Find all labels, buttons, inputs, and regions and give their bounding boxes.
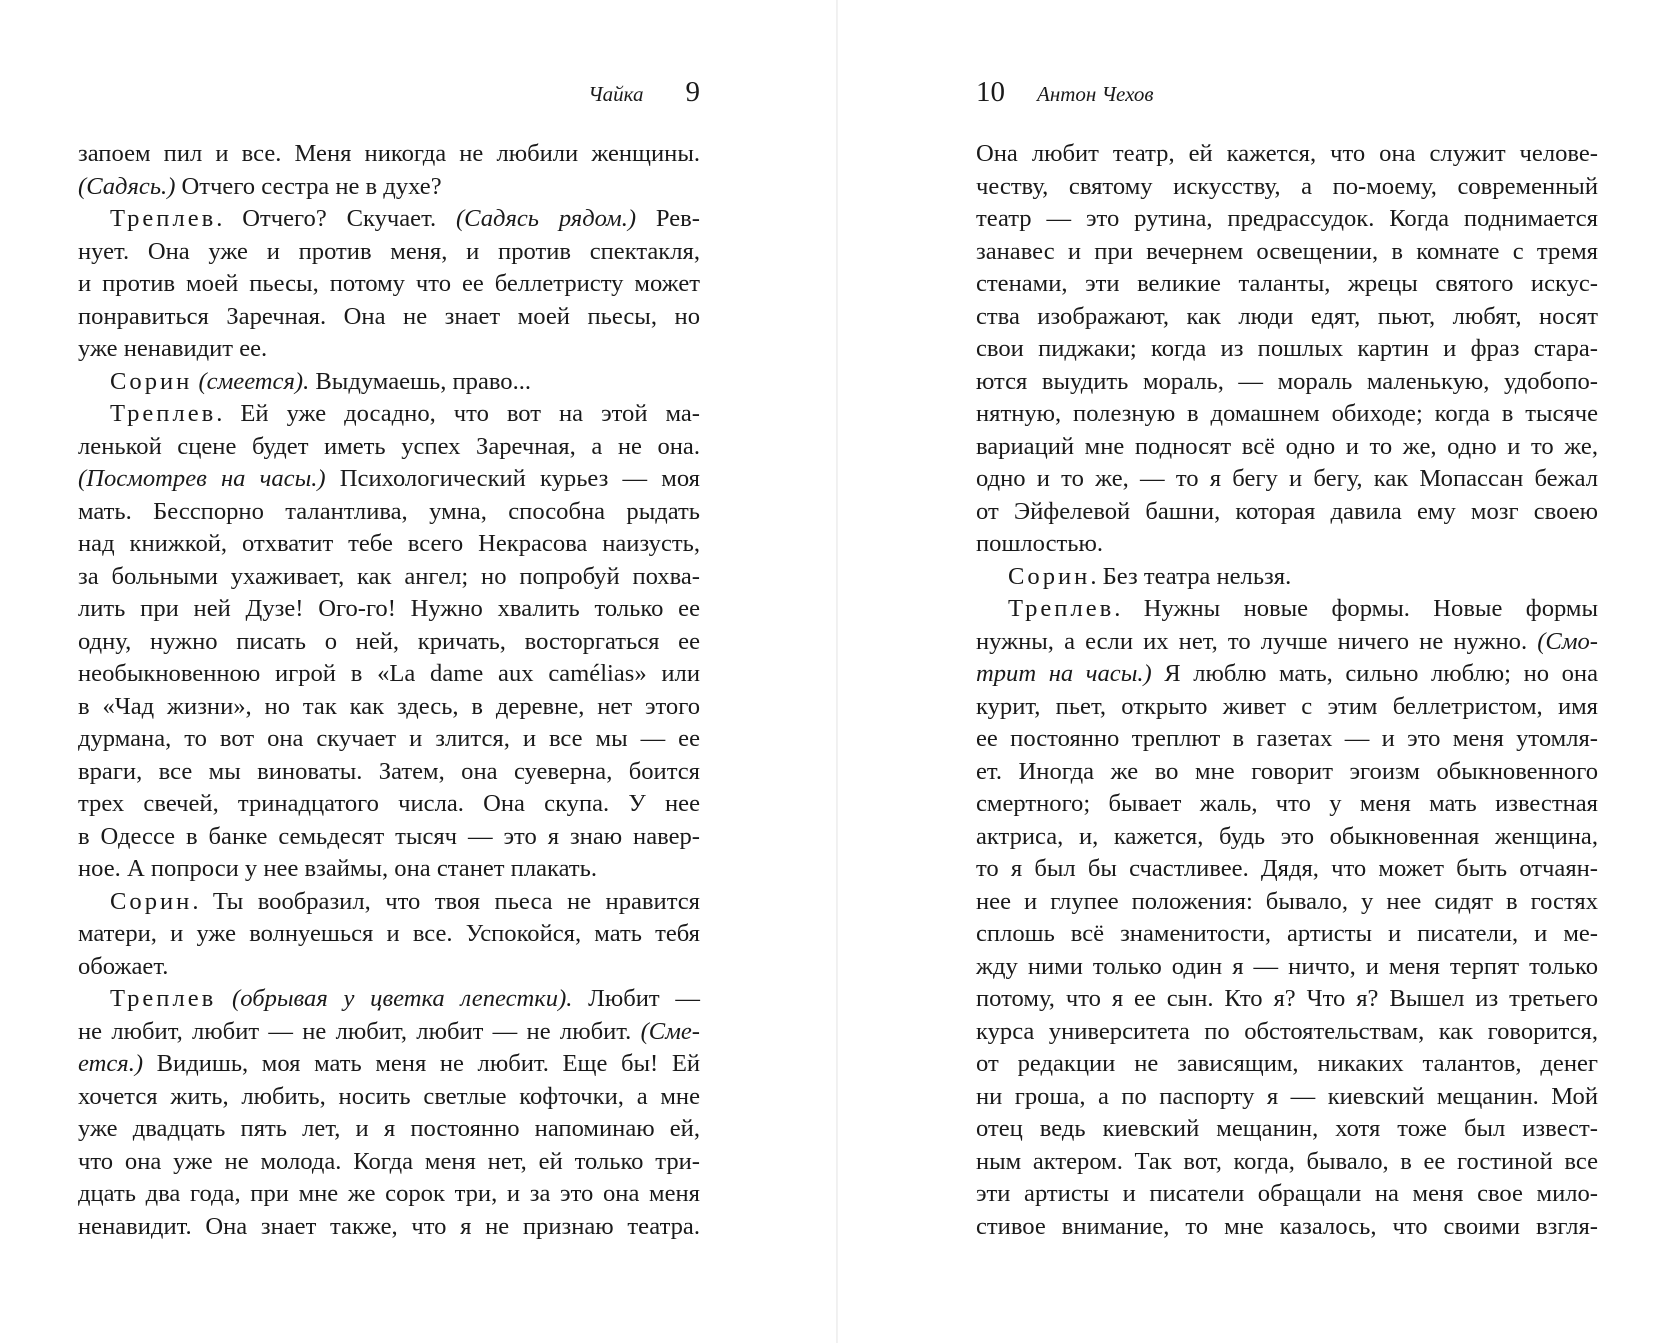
text-run: одну, нужно писать о ней, кричать, восторгаться ее bbox=[78, 627, 700, 655]
text-line bbox=[78, 593, 700, 626]
text-run: ются выудить мораль, — мораль маленькую, удобопо- bbox=[976, 367, 1598, 395]
text-run: уже ненавидит ее. bbox=[78, 335, 268, 362]
stage-direction: (обрывая у цветка лепестки). bbox=[232, 985, 573, 1012]
text-run: то я был бы счастливее. Дядя, что может быть отчаян- bbox=[976, 855, 1598, 882]
stage-direction: трит на часы.) bbox=[976, 660, 1152, 687]
text-line bbox=[976, 1178, 1598, 1211]
text-run: мать. Бесспорно талантлива, умна, способна рыдать bbox=[78, 497, 700, 525]
text-run: необыкновенною игрой в «La dame aux camélias» или bbox=[78, 660, 700, 687]
text-run: сплошь всё знаменитости, артисты и писатели, и ме- bbox=[976, 920, 1598, 947]
text-run: честву, святому искусству, а по-моему, современный bbox=[976, 172, 1598, 200]
text-run: лить при ней Дузе! Ого-го! Нужно хвалить только ее bbox=[78, 595, 700, 622]
text-run: нятную, полезную в домашнем обиходе; когда в тысяче bbox=[976, 400, 1598, 427]
text-run: ненавидит. Она знает также, что я не признаю театра. bbox=[78, 1212, 700, 1240]
text-run: дурмана, то вот она скучает и злится, и все мы — ее bbox=[78, 725, 700, 752]
text-run: матери, и уже волнуешься и все. Успокойся, мать тебя bbox=[78, 920, 700, 947]
right-running-title: Антон Чехов bbox=[1037, 82, 1154, 106]
text-run: Рев- bbox=[636, 205, 700, 232]
text-line bbox=[78, 788, 700, 821]
text-run: нужны, а если их нет, то лучше ничего не нужно. bbox=[976, 627, 1538, 655]
text-line bbox=[976, 918, 1598, 951]
text-run: пошлостью. bbox=[976, 530, 1103, 557]
text-line bbox=[78, 821, 700, 854]
text-line bbox=[78, 333, 700, 366]
text-line bbox=[976, 723, 1598, 756]
text-line bbox=[976, 138, 1598, 171]
text-run: отец ведь киевский мещанин, хотя тоже был извест- bbox=[976, 1115, 1598, 1142]
text-run: занавес и при вечернем освещении, в комнате с тремя bbox=[976, 237, 1598, 265]
text-line bbox=[78, 1211, 700, 1244]
stage-direction: ется.) bbox=[78, 1050, 144, 1077]
text-run: жду ними только один я — ничто, и меня терпят только bbox=[976, 952, 1598, 980]
speaker-name: Треплев bbox=[1008, 595, 1115, 622]
text-line bbox=[976, 1081, 1598, 1114]
text-run: нует. Она уже и против меня, и против спектакля, bbox=[78, 237, 700, 265]
text-line bbox=[78, 561, 700, 594]
text-run: . Ты вообразил, что твоя пьеса не нравится bbox=[192, 887, 700, 915]
text-run: смертного; бывает жаль, что у меня мать известная bbox=[976, 790, 1598, 817]
text-line bbox=[976, 983, 1598, 1016]
text-run bbox=[216, 985, 232, 1012]
text-line bbox=[78, 398, 700, 431]
text-run: и против моей пьесы, потому что ее беллетристу может bbox=[78, 270, 700, 297]
stage-direction: (Садясь.) bbox=[78, 172, 176, 200]
text-run: ленькой сцене будет иметь успех Заречная, а не она. bbox=[78, 432, 700, 460]
text-line bbox=[976, 821, 1598, 854]
speaker-name: Треплев bbox=[110, 400, 217, 427]
stage-direction: (смеется). bbox=[198, 367, 310, 395]
text-line bbox=[976, 496, 1598, 529]
text-line bbox=[976, 301, 1598, 334]
text-line bbox=[78, 366, 700, 399]
text-run: . Нужны новые формы. Новые формы bbox=[1114, 595, 1598, 622]
text-run: вариаций мне подносят всё одно и то же, одно и то же, bbox=[976, 432, 1598, 460]
text-run: трех свечей, тринадцатого числа. Она скупа. У нее bbox=[78, 790, 700, 817]
text-run: от Эйфелевой башни, которая давила ему мозг своею bbox=[976, 497, 1598, 525]
text-run: в Одессе в банке семьдесят тысяч — это я знаю навер- bbox=[78, 822, 700, 850]
text-run: одно и то же, — то я бегу и бегу, как Мопассан бежал bbox=[976, 465, 1598, 492]
text-line bbox=[78, 301, 700, 334]
text-line bbox=[78, 918, 700, 951]
right-page-number: 10 bbox=[976, 76, 1005, 108]
text-run: стивое внимание, то мне казалось, что своими взгля- bbox=[976, 1212, 1598, 1240]
text-run: уже двадцать пять лет, и я постоянно напоминаю ей, bbox=[78, 1115, 700, 1142]
speaker-name: Сорин bbox=[110, 887, 193, 915]
left-page-number: 9 bbox=[685, 76, 700, 108]
text-line bbox=[78, 983, 700, 1016]
text-line bbox=[78, 1016, 700, 1049]
text-line bbox=[976, 1146, 1598, 1179]
text-run: хочется жить, любить, носить светлые кофточки, а мне bbox=[78, 1082, 700, 1110]
speaker-name: Треплев bbox=[110, 985, 217, 1012]
text-run: курит, пьет, открыто живет с этим беллетристом, имя bbox=[976, 692, 1598, 720]
text-run: что она уже не молода. Когда меня нет, ей только три- bbox=[78, 1147, 700, 1175]
text-run: над книжкой, отхватит тебе всего Некрасова наизусть, bbox=[78, 530, 700, 557]
text-line bbox=[976, 333, 1598, 366]
text-run: нее и глупее положения: бывало, у нее сидят в гостях bbox=[976, 887, 1598, 915]
text-run: . Отчего? Скучает. bbox=[216, 205, 456, 232]
text-line bbox=[976, 658, 1598, 691]
text-line bbox=[976, 788, 1598, 821]
text-line bbox=[78, 951, 700, 984]
text-run: враги, все мы виноваты. Затем, она суеверна, боится bbox=[78, 757, 700, 785]
text-line bbox=[78, 138, 700, 171]
text-line bbox=[976, 528, 1598, 561]
left-running-head bbox=[78, 76, 700, 116]
stage-direction: (Смо- bbox=[1537, 627, 1598, 655]
text-run: Видишь, моя мать меня не любит. Еще бы! Ей bbox=[143, 1050, 700, 1077]
text-run: ни гроша, а по паспорту я — киевский мещанин. Мой bbox=[976, 1082, 1598, 1110]
text-line bbox=[976, 1211, 1598, 1244]
text-line bbox=[78, 1178, 700, 1211]
text-run: ее постоянно треплют в газетах — и это меня утомля- bbox=[976, 725, 1598, 752]
text-run: Она любит театр, ей кажется, что она служит челове- bbox=[976, 140, 1598, 167]
text-run: в «Чад жизни», но так как здесь, в деревне, нет этого bbox=[78, 692, 700, 720]
text-run: . Ей уже досадно, что вот на этой ма- bbox=[216, 400, 700, 427]
text-line bbox=[78, 1048, 700, 1081]
text-run: ным актером. Так вот, когда, бывало, в ее гостиной все bbox=[976, 1147, 1598, 1175]
text-run: театр — это рутина, предрассудок. Когда поднимается bbox=[976, 205, 1598, 232]
text-line bbox=[78, 431, 700, 464]
text-line bbox=[976, 756, 1598, 789]
text-line bbox=[976, 1016, 1598, 1049]
text-line bbox=[976, 691, 1598, 724]
text-line bbox=[976, 951, 1598, 984]
text-run: не любит, любит — не любит, любит — не любит. bbox=[78, 1017, 641, 1045]
text-run: за больными ухаживает, как ангел; но попробуй похва- bbox=[78, 562, 700, 590]
speaker-name: Сорин bbox=[1008, 562, 1091, 590]
text-line bbox=[78, 528, 700, 561]
text-line bbox=[976, 398, 1598, 431]
stage-direction: (Посмотрев на часы.) bbox=[78, 465, 326, 492]
text-run: . Без театра нельзя. bbox=[1090, 562, 1292, 590]
text-line bbox=[78, 756, 700, 789]
text-run: свои пиджаки; когда из пошлых картин и фраз стара- bbox=[976, 335, 1598, 362]
speaker-name: Сорин bbox=[110, 367, 193, 395]
speaker-name: Треплев bbox=[110, 205, 217, 232]
text-run: курса университета по обстоятельствам, как говорится, bbox=[976, 1017, 1598, 1045]
text-line bbox=[976, 1113, 1598, 1146]
text-run: потому, что я ее сын. Кто я? Что я? Вышел из третьего bbox=[976, 985, 1598, 1012]
text-run: обожает. bbox=[78, 952, 169, 980]
text-line bbox=[976, 268, 1598, 301]
text-line bbox=[976, 171, 1598, 204]
text-line bbox=[976, 853, 1598, 886]
text-line bbox=[78, 463, 700, 496]
text-line bbox=[78, 1081, 700, 1114]
text-run: Любит — bbox=[572, 985, 700, 1012]
text-line bbox=[976, 593, 1598, 626]
text-run: актриса, и, кажется, будь это обыкновенная женщина, bbox=[976, 822, 1598, 850]
text-line bbox=[78, 658, 700, 691]
text-line bbox=[78, 691, 700, 724]
text-line bbox=[78, 886, 700, 919]
right-body-text bbox=[976, 138, 1598, 1243]
text-run: Психологический курьез — моя bbox=[325, 465, 700, 492]
text-run: ное. А попроси у нее взаймы, она станет плакать. bbox=[78, 855, 598, 882]
text-run: запоем пил и все. Меня никогда не любили женщины. bbox=[78, 140, 700, 167]
text-line bbox=[78, 723, 700, 756]
text-run: стенами, эти великие таланты, жрецы святого искус- bbox=[976, 270, 1598, 297]
text-line bbox=[976, 203, 1598, 236]
text-line bbox=[78, 853, 700, 886]
text-line bbox=[976, 236, 1598, 269]
left-running-title: Чайка bbox=[588, 82, 644, 106]
text-run: ет. Иногда же во мне говорит эгоизм обыкновенного bbox=[976, 757, 1598, 785]
text-line bbox=[78, 236, 700, 269]
text-line bbox=[78, 1146, 700, 1179]
text-run: эти артисты и писатели обращали на меня свое мило- bbox=[976, 1180, 1598, 1207]
text-line bbox=[976, 463, 1598, 496]
right-running-head bbox=[976, 76, 1598, 116]
stage-direction: (Садясь рядом.) bbox=[455, 205, 637, 232]
text-line bbox=[976, 431, 1598, 464]
text-line bbox=[78, 203, 700, 236]
stage-direction: (Сме- bbox=[640, 1017, 700, 1045]
text-run: понравиться Заречная. Она не знает моей пьесы, но bbox=[78, 302, 700, 330]
text-run: от редакции не зависящим, никаких талантов, денег bbox=[976, 1050, 1598, 1077]
text-run: дцать два года, при мне же сорок три, и за это она меня bbox=[78, 1180, 700, 1207]
text-line bbox=[78, 1113, 700, 1146]
text-line bbox=[976, 626, 1598, 659]
text-run: ства изображают, как люди едят, пьют, любят, носят bbox=[976, 302, 1598, 330]
text-run: Выдумаешь, право... bbox=[309, 367, 532, 395]
text-line bbox=[78, 496, 700, 529]
text-line bbox=[78, 268, 700, 301]
text-line bbox=[78, 626, 700, 659]
text-line bbox=[976, 366, 1598, 399]
text-line bbox=[78, 171, 700, 204]
text-line bbox=[976, 1048, 1598, 1081]
text-line bbox=[976, 561, 1598, 594]
text-line bbox=[976, 886, 1598, 919]
text-run: Я люблю мать, сильно люблю; но она bbox=[1151, 660, 1598, 687]
text-run: Отчего сестра не в духе? bbox=[175, 172, 442, 200]
left-body-text bbox=[78, 138, 700, 1243]
book-gutter bbox=[836, 0, 838, 1343]
